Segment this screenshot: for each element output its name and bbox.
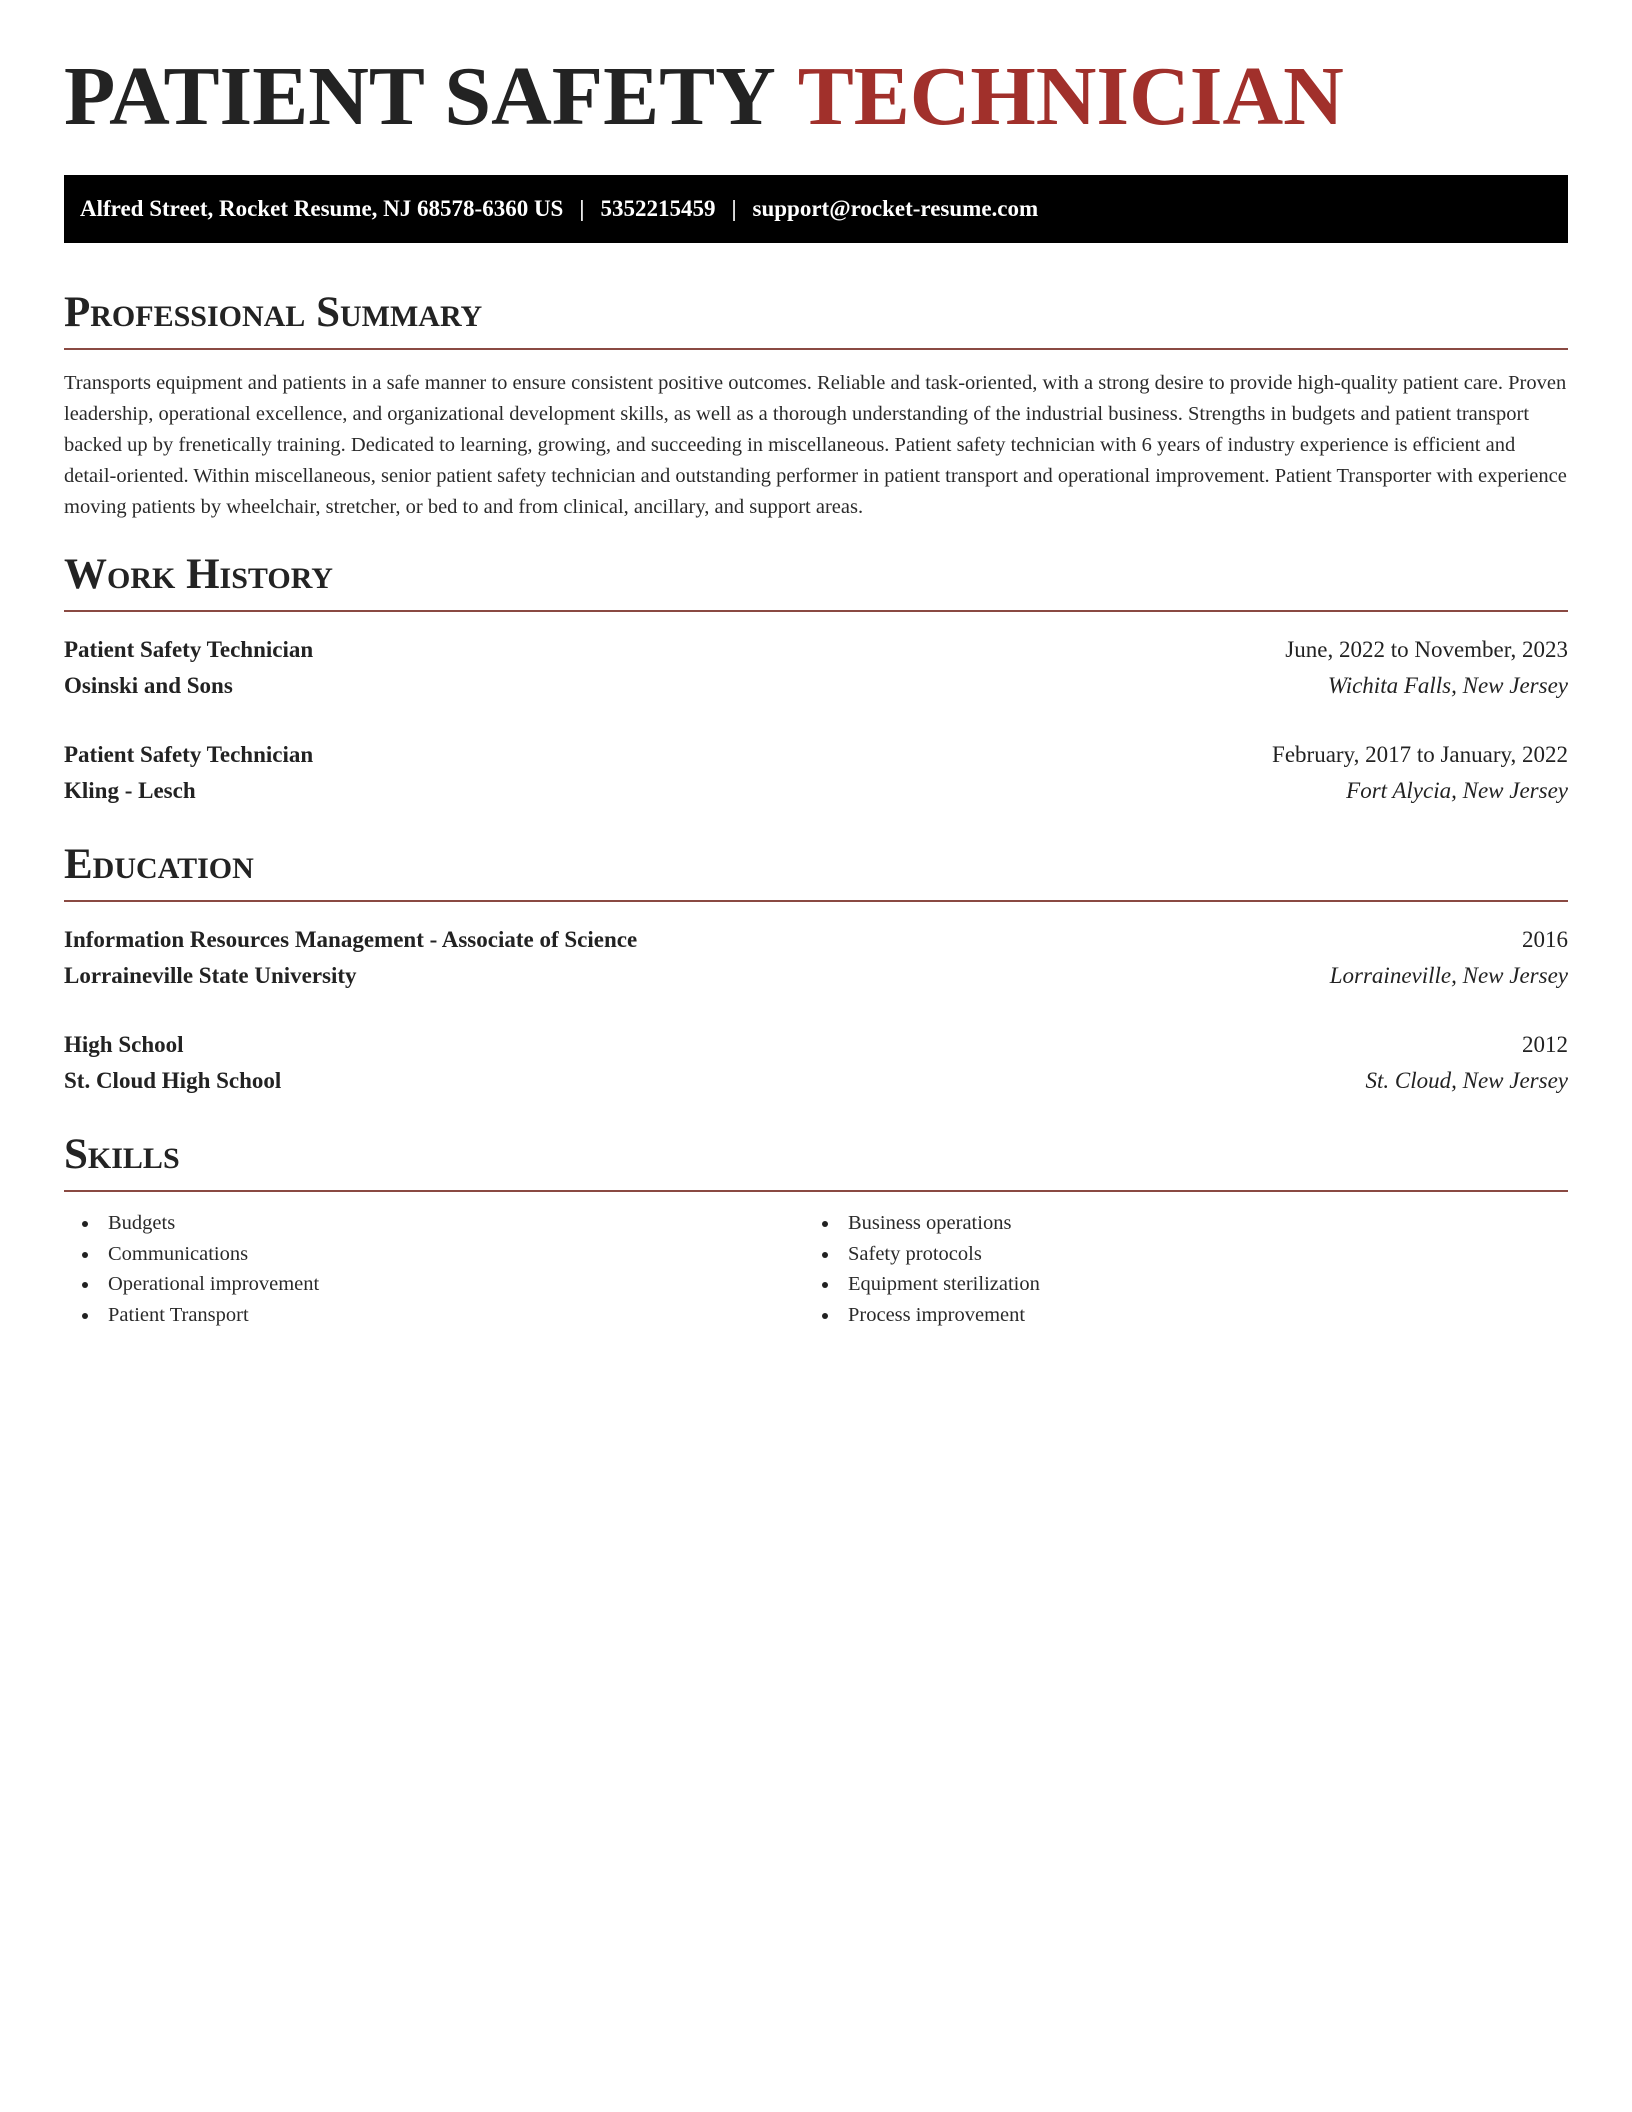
contact-separator: | (731, 196, 737, 221)
contact-email[interactable]: support@rocket-resume.com (752, 196, 1039, 221)
section-heading: Professional Summary (64, 289, 483, 336)
education-year: 2016 (1522, 927, 1568, 952)
section-heading: Skills (64, 1131, 180, 1178)
job-entry (64, 632, 1568, 704)
job-title: Patient Safety Technician (64, 637, 314, 662)
job-location: Wichita Falls, New Jersey (1327, 673, 1568, 698)
skill-item: Operational improvement (64, 1269, 804, 1300)
job-dates: June, 2022 to November, 2023 (1285, 637, 1568, 662)
contact-address: Alfred Street, Rocket Resume, NJ 68578-6360 US (80, 196, 564, 221)
resume-title (64, 0, 1568, 143)
title-accent-part: TECHNICIAN (797, 50, 1344, 143)
skill-item: Communications (64, 1239, 804, 1270)
skill-item: Safety protocols (804, 1239, 1544, 1270)
education-location: Lorraineville, New Jersey (1329, 963, 1568, 988)
job-title: Patient Safety Technician (64, 742, 314, 767)
contact-bar (64, 175, 1568, 243)
education-location: St. Cloud, New Jersey (1365, 1068, 1568, 1093)
job-company: Kling - Lesch (64, 778, 196, 803)
section-divider (64, 348, 1568, 350)
education-school: St. Cloud High School (64, 1068, 282, 1093)
education-entry (64, 922, 1568, 994)
education-entry (64, 1027, 1568, 1099)
work-history-section (64, 553, 1568, 809)
section-divider (64, 610, 1568, 612)
section-heading: Work History (64, 551, 333, 598)
section-heading: Education (64, 841, 254, 888)
skills-list-right (804, 1208, 1544, 1330)
skill-item: Equipment sterilization (804, 1269, 1544, 1300)
skills-grid (64, 1208, 1568, 1330)
summary-paragraph: Transports equipment and patients in a safe manner to ensure consistent positive outcomes. Reliable and task-oriented, with a strong desire to provide high-quality patient care. Proven leadership, operational excellence, and organizational development skills, as well as a thorough understanding of the industrial business. Strengths in budgets and patient transport backed up by frenetically training. Dedicated to learning, growing, and succeeding in miscellaneous. Patient safety technician with 6 years of industry experience is efficient and detail-oriented. Within miscellaneous, senior patient safety technician and outstanding performer in patient transport and operational improvement. Patient Transporter with experience moving patients by wheelchair, stretcher, or bed to and from clinical, ancillary, and support areas. (64, 372, 1567, 518)
job-entry (64, 737, 1568, 809)
skills-section (64, 1133, 1568, 1330)
education-degree: Information Resources Management - Associate of Science (64, 927, 638, 952)
skill-item: Patient Transport (64, 1300, 804, 1331)
education-year: 2012 (1522, 1032, 1568, 1057)
section-divider (64, 1190, 1568, 1192)
contact-phone: 5352215459 (600, 196, 716, 221)
job-company: Osinski and Sons (64, 673, 233, 698)
education-section (64, 843, 1568, 1099)
contact-separator: | (579, 196, 585, 221)
job-dates: February, 2017 to January, 2022 (1272, 742, 1568, 767)
education-school: Lorraineville State University (64, 963, 357, 988)
skill-item: Budgets (64, 1208, 804, 1239)
education-degree: High School (64, 1032, 184, 1057)
resume-page (64, 0, 1568, 1330)
skills-list-left (64, 1208, 804, 1330)
professional-summary-section (64, 291, 1568, 523)
section-divider (64, 900, 1568, 902)
title-first-part: PATIENT SAFETY (64, 50, 773, 143)
skill-item: Process improvement (804, 1300, 1544, 1331)
skill-item: Business operations (804, 1208, 1544, 1239)
job-location: Fort Alycia, New Jersey (1346, 778, 1568, 803)
